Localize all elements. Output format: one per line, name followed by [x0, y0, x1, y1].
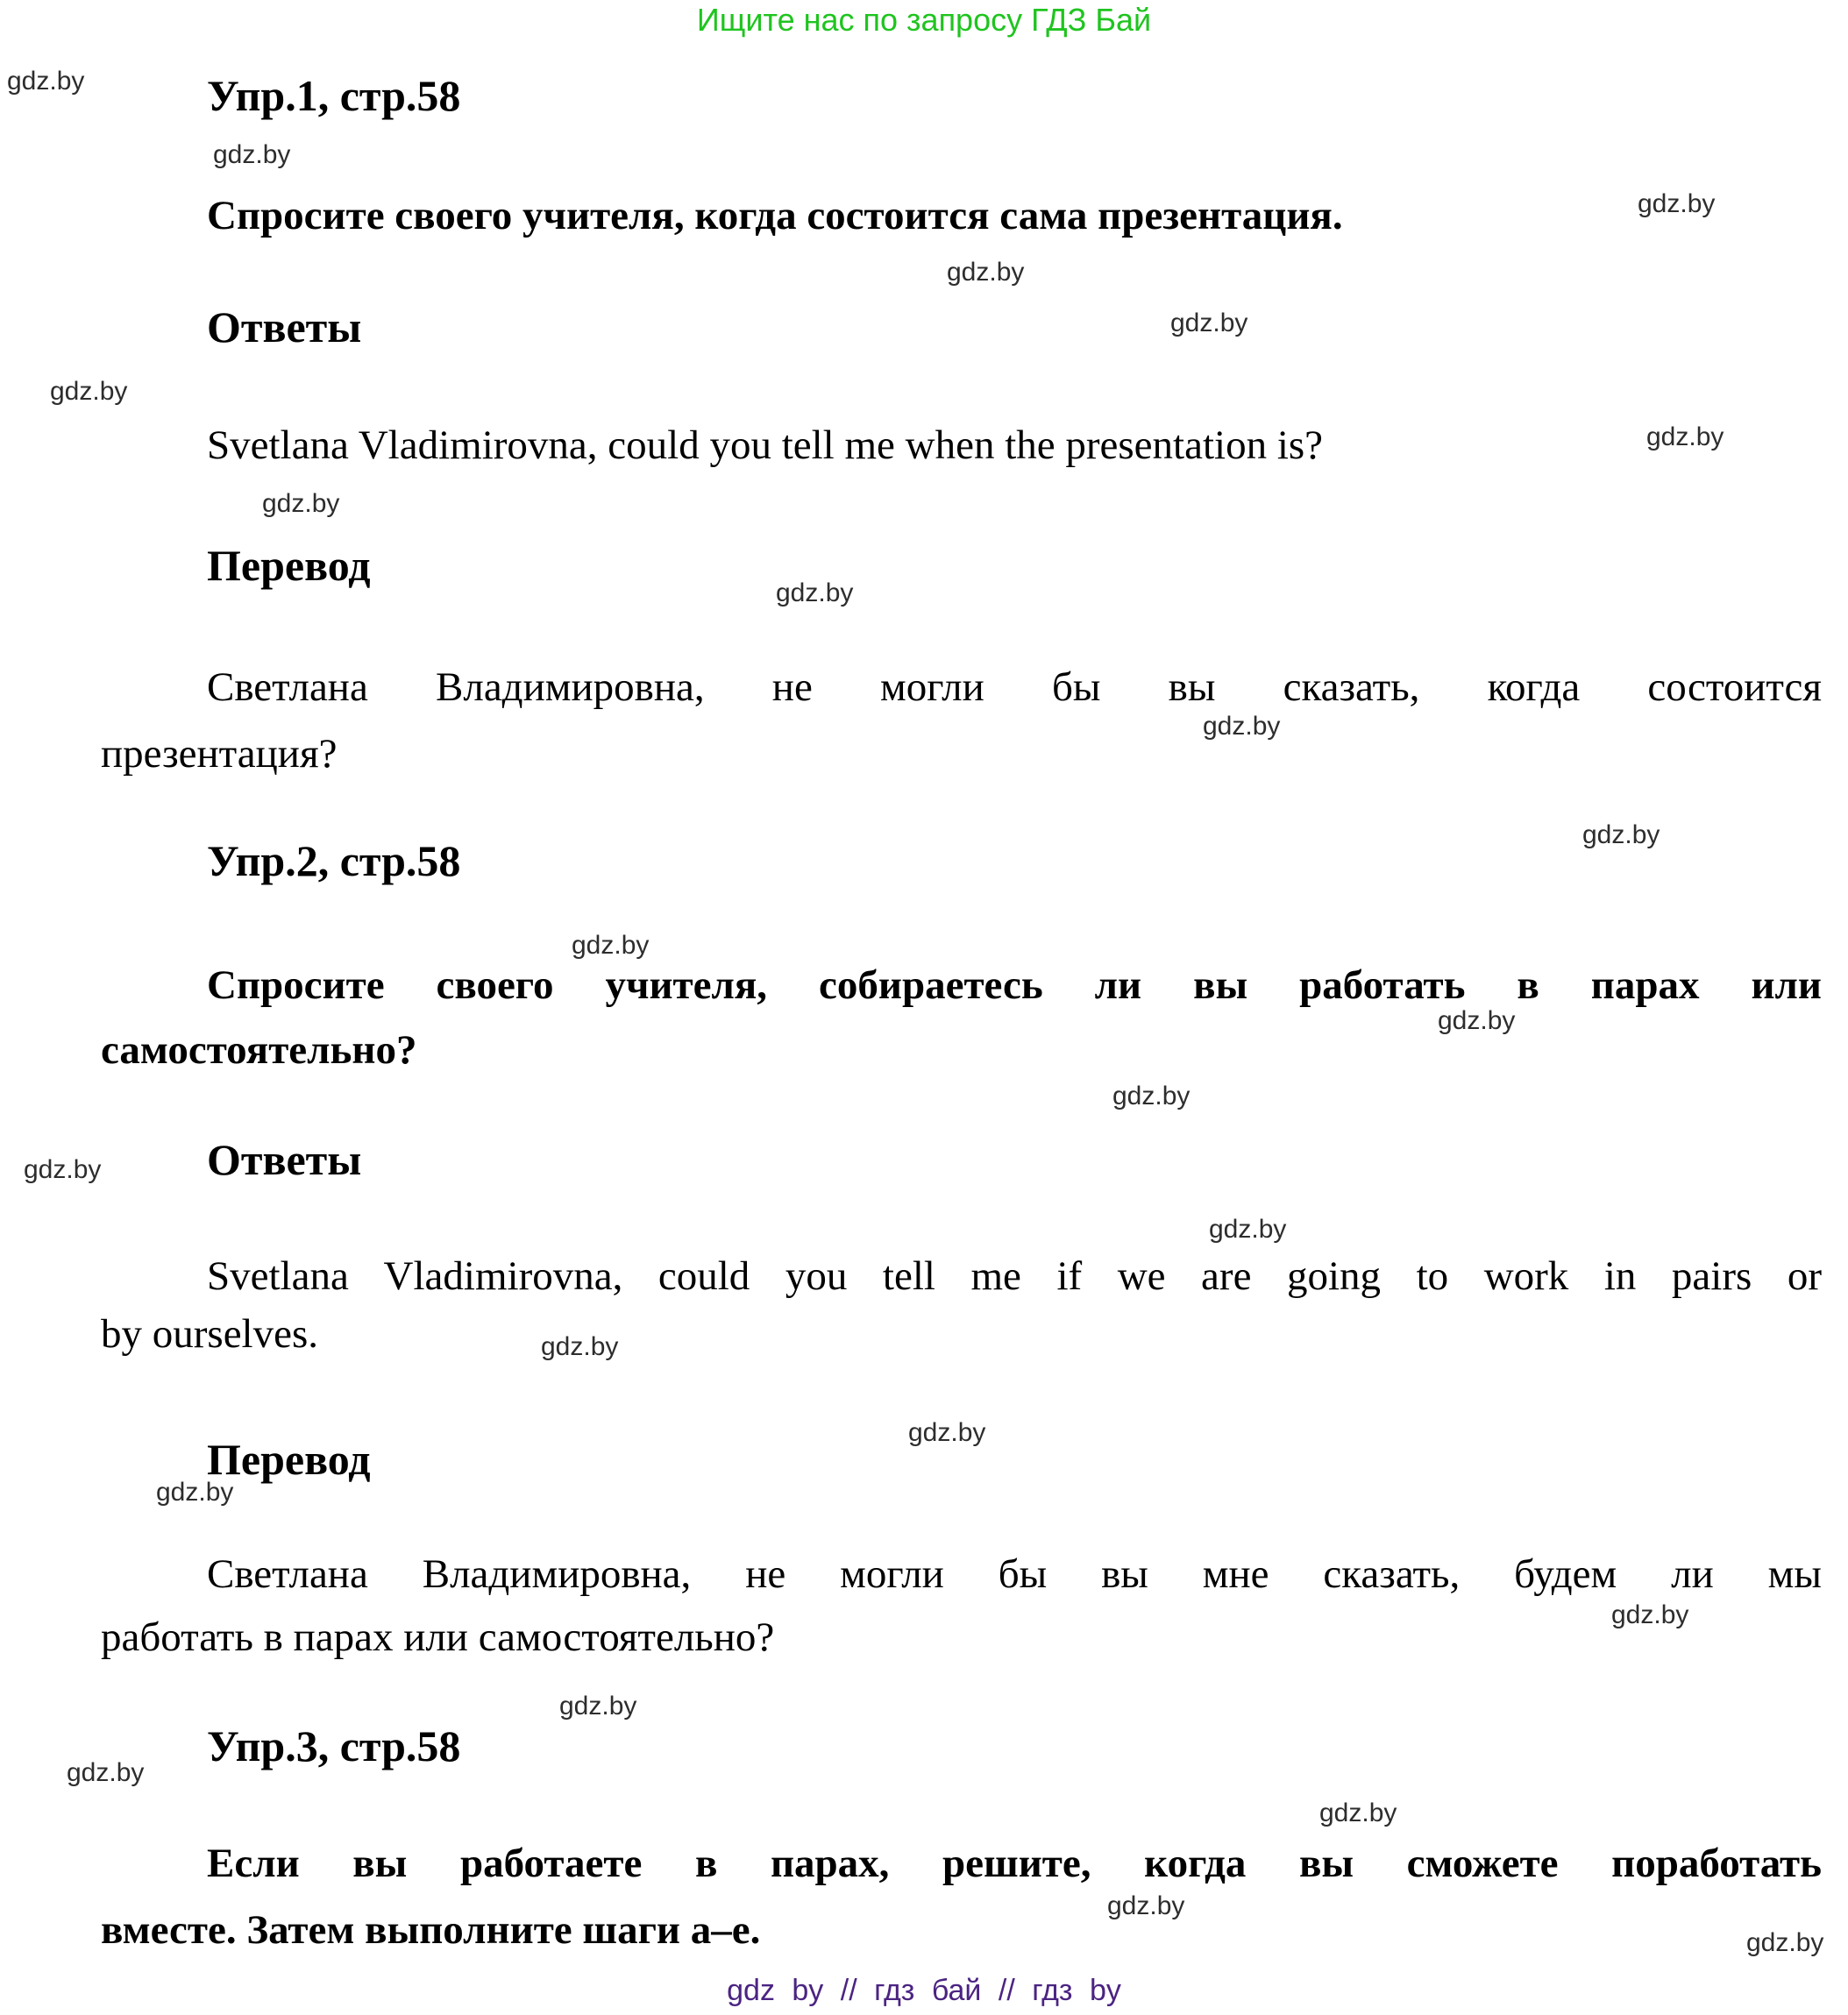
gdz-watermark: gdz.by: [559, 1692, 637, 1721]
exercise1-translation-line2: презентация?: [101, 731, 338, 777]
exercise2-answer-line1: Svetlana Vladimirovna, could you tell me if we are going to work in pairs or: [207, 1253, 1822, 1299]
exercise1-translation-line1: Светлана Владимировна, не могли бы вы сказать, когда состоится: [207, 664, 1822, 710]
exercise2-translation-heading: Перевод: [207, 1435, 371, 1484]
gdz-watermark: gdz.by: [1646, 422, 1724, 451]
exercise3-title: Упр.3, стр.58: [207, 1721, 461, 1770]
gdz-watermark: gdz.by: [1611, 1600, 1689, 1629]
gdz-watermark: gdz.by: [908, 1418, 986, 1447]
gdz-watermark: gdz.by: [1438, 1006, 1516, 1035]
gdz-watermark: gdz.by: [776, 578, 854, 607]
gdz-watermark: gdz.by: [1170, 309, 1248, 337]
exercise3-task-line2: вместе. Затем выполните шаги a–e.: [101, 1907, 761, 1953]
promo-banner: Ищите нас по запросу ГДЗ Бай: [696, 2, 1152, 38]
gdz-watermark: gdz.by: [1638, 189, 1716, 218]
exercise3-task-line1: Если вы работаете в парах, решите, когда вы сможете поработать: [207, 1841, 1822, 1886]
gdz-watermark: gdz.by: [1203, 712, 1281, 741]
exercise1-title: Упр.1, стр.58: [207, 71, 461, 120]
exercise2-task-line1: Спросите своего учителя, собираетесь ли вы работать в парах или: [207, 962, 1822, 1008]
exercise2-translation-line2: работать в парах или самостоятельно?: [101, 1614, 775, 1660]
exercise2-answer-line2: by ourselves.: [101, 1311, 319, 1357]
gdz-watermark: gdz.by: [1319, 1799, 1397, 1827]
gdz-watermark: gdz.by: [262, 489, 340, 518]
gdz-watermark: gdz.by: [541, 1332, 619, 1361]
gdz-watermark: gdz.by: [947, 258, 1025, 287]
exercise2-translation-line1: Светлана Владимировна, не могли бы вы мне сказать, будем ли мы: [207, 1551, 1822, 1597]
gdz-watermark: gdz.by: [67, 1758, 145, 1787]
gdz-watermark: gdz.by: [213, 140, 291, 169]
exercise2-answers-heading: Ответы: [207, 1135, 362, 1184]
exercise1-answer: Svetlana Vladimirovna, could you tell me when the presentation is?: [207, 422, 1324, 468]
gdz-watermark: gdz.by: [24, 1155, 102, 1184]
exercise1-translation-heading: Перевод: [207, 541, 371, 590]
gdz-watermark: gdz.by: [1107, 1891, 1185, 1920]
gdz-watermark: gdz.by: [1582, 820, 1660, 849]
gdz-watermark: gdz.by: [1209, 1215, 1287, 1244]
gdz-watermark: gdz.by: [1746, 1928, 1824, 1957]
gdz-watermark: gdz.by: [156, 1478, 234, 1507]
exercise2-title: Упр.2, стр.58: [207, 836, 461, 885]
exercise1-task: Спросите своего учителя, когда состоится сама презентация.: [207, 193, 1343, 238]
footer-watermark: gdz by // гдз бай // гдз by: [727, 1974, 1121, 2007]
gdz-watermark: gdz.by: [50, 377, 128, 406]
gdz-watermark: gdz.by: [572, 931, 650, 960]
gdz-watermark: gdz.by: [7, 67, 85, 96]
exercise1-answers-heading: Ответы: [207, 302, 362, 351]
gdz-watermark: gdz.by: [1112, 1082, 1191, 1110]
exercise2-task-line2: самостоятельно?: [101, 1027, 417, 1073]
